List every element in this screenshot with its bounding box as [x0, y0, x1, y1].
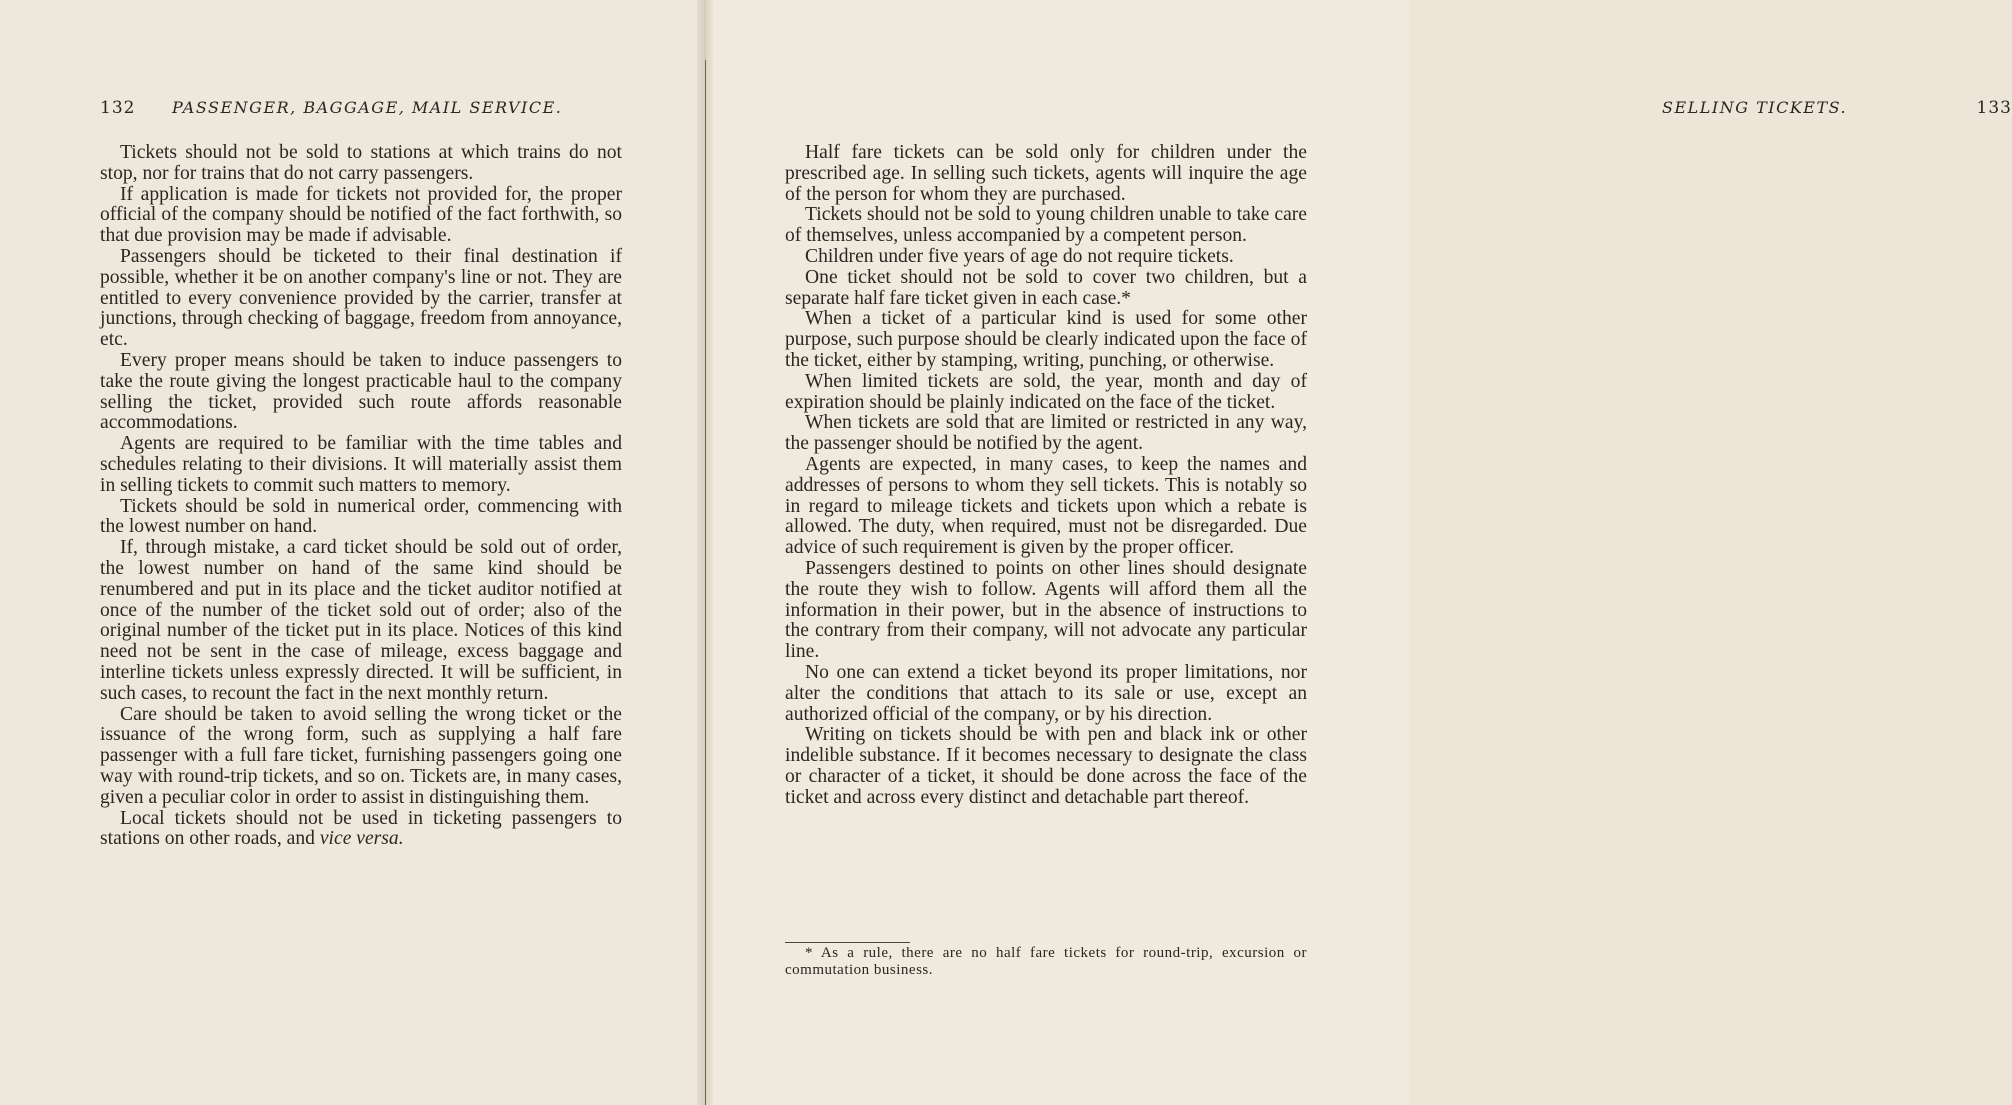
paragraph: Passengers should be ticketed to their final destination if possible, whether it be on another company's line or not. They are entitled to every convenience provided by the carrier, transfer at junctions, through checking of baggage, freedom from annoyance, etc.	[100, 245, 622, 351]
paragraph: Children under five years of age do not require tickets.	[805, 245, 1234, 267]
running-title: SELLING TICKETS.	[1662, 98, 1848, 117]
left-page	[0, 0, 705, 1105]
paragraph: Agents are expected, in many cases, to keep the names and addresses of persons to whom they sell tickets. This is notably so in regard to mileage tickets and tickets upon which a rebate is allowed. The duty, when required, must not be disregarded. Due advice of such requirement is given by the proper officer.	[785, 453, 1307, 559]
gutter-divider	[705, 60, 706, 1105]
paragraph: If, through mistake, a card ticket should be sold out of order, the lowest number on hand of the same kind should be renumbered and put in its place and the ticket auditor notified at once of the number of the ticket sold out of order; also of the original number of the ticket put in its place. Notices of this kind need not be sent in the case of mileage, excess baggage and interline tickets unless expressly directed. It will be sufficient, in such cases, to recount the fact in the next monthly return.	[100, 537, 622, 704]
paragraph-text: Local tickets should not be used in ticketing passengers to stations on other roads, and	[100, 807, 622, 850]
paragraph-last	[100, 809, 622, 851]
paragraph: No one can extend a ticket beyond its proper limitations, nor alter the conditions that attach to its sale or use, except an authorized official of the company, or by his direction.	[785, 661, 1307, 725]
italic-phrase: vice versa.	[319, 828, 404, 850]
paragraph: Care should be taken to avoid selling the wrong ticket or the issuance of the wrong form, such as supplying a half fare passenger with a full fare ticket, furnishing passengers going one way with round-trip tickets, and so on. Tickets are, in many cases, given a peculiar color in order to assist in distinguishing them.	[100, 703, 622, 808]
paragraph: When limited tickets are sold, the year, month and day of expiration should be plainly indicated on the face of the ticket.	[785, 370, 1307, 413]
running-title: PASSENGER, BAGGAGE, MAIL SERVICE.	[172, 98, 563, 117]
paragraph: Tickets should not be sold to stations at which trains do not stop, nor for trains that do not carry passengers.	[100, 142, 622, 184]
right-body-text	[785, 143, 1307, 809]
paragraph: Every proper means should be taken to induce passengers to take the route giving the longest practicable haul to the company selling the ticket, provided such route affords reasonable accommodations.	[100, 349, 622, 434]
footnote-rule	[785, 942, 910, 943]
paragraph: One ticket should not be sold to cover two children, but a separate half fare ticket given in each case.*	[785, 266, 1307, 309]
paragraph: Tickets should not be sold to young children unable to take care of themselves, unless accompanied by a competent person.	[785, 204, 1307, 247]
paragraph: When a ticket of a particular kind is used for some other purpose, such purpose should be clearly indicated upon the face of the ticket, either by stamping, writing, punching, or otherwise.	[785, 308, 1307, 371]
paragraph: Passengers destined to points on other lines should designate the route they wish to follow. Agents will afford them all the information in their power, but in the absence of instructions to the contrary from their company, will not advocate any particular line.	[785, 557, 1307, 663]
paragraph: Agents are required to be familiar with the time tables and schedules relating to their divisions. It will materially assist them in selling tickets to commit such matters to memory.	[100, 433, 622, 496]
right-running-head	[1490, 98, 2012, 124]
left-body-text	[100, 143, 622, 850]
left-running-head	[100, 98, 622, 124]
page-number: 132	[100, 98, 136, 118]
paragraph: When tickets are sold that are limited or restricted in any way, the passenger should be notified by the agent.	[785, 412, 1307, 455]
paragraph: Writing on tickets should be with pen and black ink or other indelible substance. If it becomes necessary to designate the class or character of a ticket, it should be done across the face of the ticket and across every distinct and detachable part thereof.	[785, 724, 1307, 808]
paragraph: If application is made for tickets not provided for, the proper official of the company should be notified of the fact forthwith, so that due provision may be made if advisable.	[100, 183, 622, 247]
paragraph: Half fare tickets can be sold only for children under the prescribed age. In selling such tickets, agents will inquire the age of the person for whom they are purchased.	[785, 142, 1307, 205]
footnote: * As a rule, there are no half fare tickets for round-trip, excursion or commutation business.	[785, 945, 1307, 978]
page-number: 133	[1976, 98, 2012, 118]
paragraph: Tickets should be sold in numerical order, commencing with the lowest number on hand.	[100, 495, 622, 538]
